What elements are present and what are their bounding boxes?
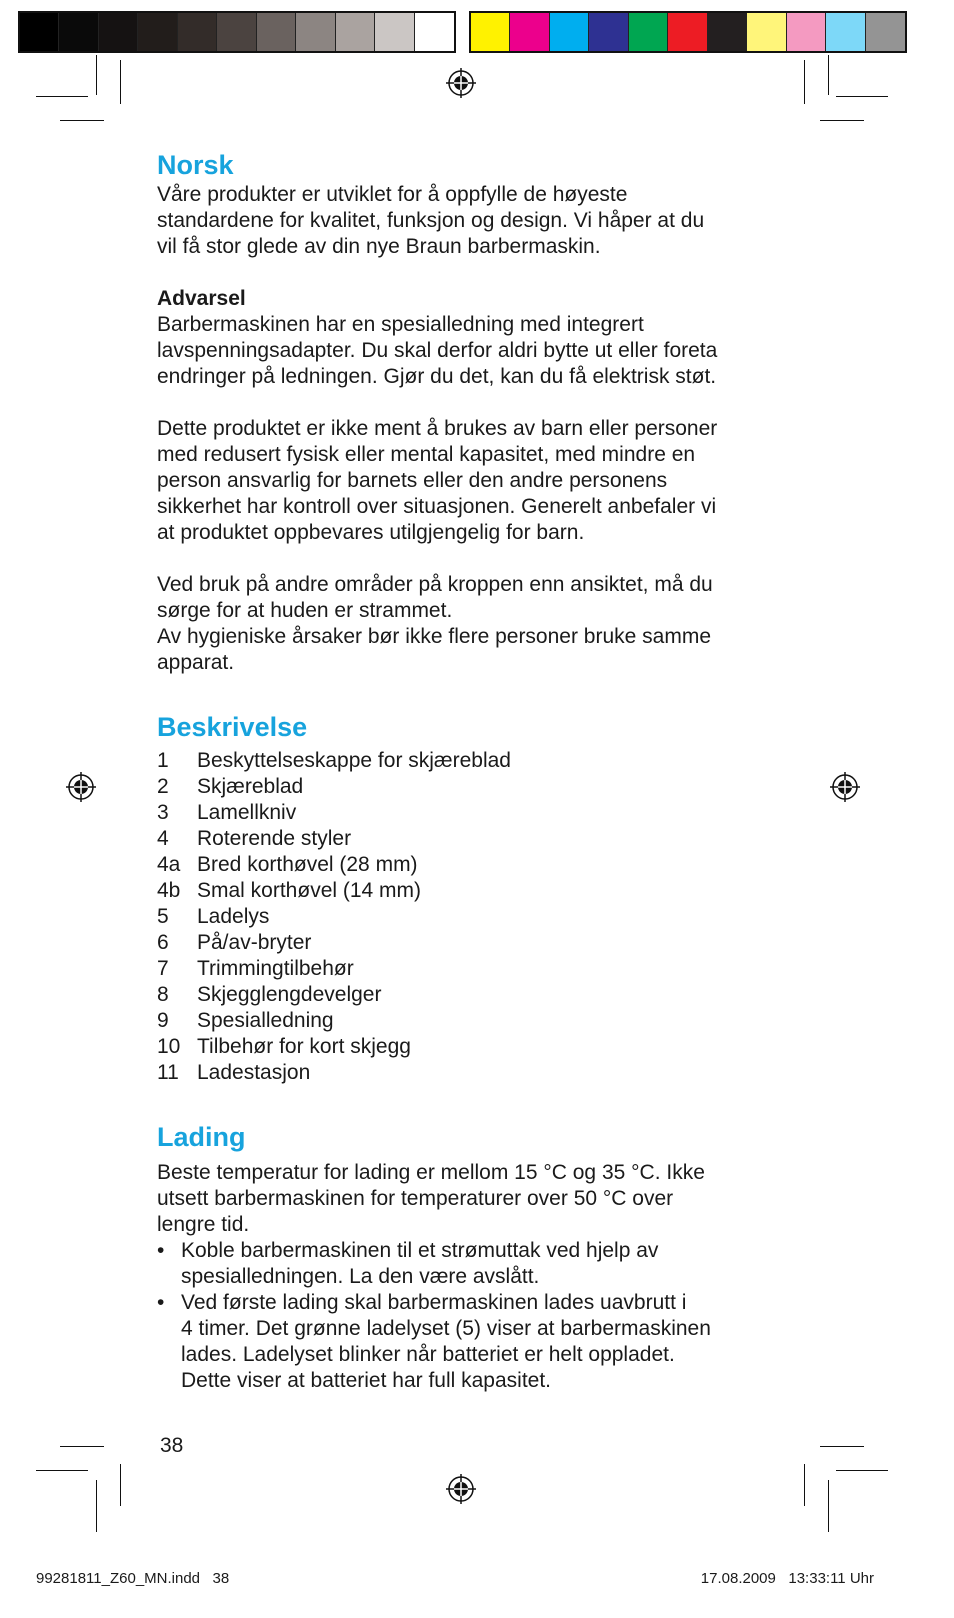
list-item: [157, 956, 797, 982]
process-swatch: [747, 13, 786, 51]
text-line: person ansvarlig for barnets eller den andre personens: [157, 469, 668, 492]
text-line: apparat.: [157, 651, 235, 674]
crop-mark: [96, 55, 97, 95]
grayscale-color-bar: [18, 11, 456, 53]
crop-mark: [828, 1480, 829, 1532]
crop-mark: [60, 1446, 104, 1447]
text-line: vil få stor glede av din nye Braun barbermaskin.: [157, 235, 601, 258]
norsk-intro: [157, 182, 797, 260]
item-label: På/av-bryter: [197, 931, 312, 954]
footer-filename: 99281811_Z60_MN.indd 38: [36, 1570, 230, 1587]
item-label: Trimmingtilbehør: [197, 957, 354, 980]
item-number: 4a: [157, 853, 181, 876]
bullet-icon: •: [157, 1291, 165, 1314]
gray-swatch: [99, 13, 138, 51]
crop-mark: [120, 1464, 121, 1506]
gray-swatch: [415, 13, 454, 51]
process-swatch: [589, 13, 628, 51]
list-item: [157, 1034, 797, 1060]
crop-mark: [60, 120, 104, 121]
crop-mark: [804, 60, 805, 104]
registration-mark-icon: [446, 68, 476, 98]
list-item: [157, 748, 797, 774]
gray-swatch: [59, 13, 98, 51]
item-number: 4b: [157, 879, 181, 902]
item-label: Bred korthøvel (28 mm): [197, 853, 418, 876]
warning-text: [157, 312, 797, 390]
text-line: Av hygieniske årsaker bør ikke flere personer bruke samme: [157, 625, 712, 648]
page-content: [157, 148, 797, 1394]
text-line: 4 timer. Det grønne ladelyset (5) viser at barbermaskinen: [181, 1317, 711, 1340]
list-item: [157, 930, 797, 956]
parts-list: [157, 748, 797, 1086]
text-line: lades. Ladelyset blinker når batteriet er helt oppladet.: [181, 1343, 675, 1366]
text-line: Ved første lading skal barbermaskinen lades uavbrutt i: [181, 1291, 687, 1314]
registration-mark-icon: [830, 772, 860, 802]
text-line: lavspenningsadapter. Du skal derfor aldri bytte ut eller foreta: [157, 339, 718, 362]
item-number: 11: [157, 1061, 179, 1084]
item-label: Roterende styler: [197, 827, 352, 850]
text-line: Ved bruk på andre områder på kroppen enn ansiktet, må du: [157, 573, 713, 596]
process-swatch: [471, 13, 510, 51]
list-item: [157, 1290, 797, 1394]
text-line: Koble barbermaskinen til et strømuttak ved hjelp av: [181, 1239, 659, 1262]
warning-title: Advarsel: [157, 287, 246, 310]
item-number: 4: [157, 827, 169, 850]
item-label: Tilbehør for kort skjegg: [197, 1035, 411, 1058]
process-color-bar: [469, 11, 907, 53]
item-number: 7: [157, 957, 169, 980]
crop-mark: [820, 120, 864, 121]
text-line: utsett barbermaskinen for temperaturer over 50 °C over: [157, 1187, 674, 1210]
gray-swatch: [138, 13, 177, 51]
crop-mark: [36, 1470, 88, 1471]
list-item: [157, 1238, 797, 1290]
item-number: 3: [157, 801, 169, 824]
gray-swatch: [20, 13, 59, 51]
text-line: Våre produkter er utviklet for å oppfylle de høyeste: [157, 183, 628, 206]
process-swatch: [510, 13, 549, 51]
text-line: sikkerhet har kontroll over situasjonen. Generelt anbefaler vi: [157, 495, 717, 518]
list-item: [157, 1008, 797, 1034]
crop-mark: [804, 1464, 805, 1506]
crop-mark: [836, 96, 888, 97]
gray-swatch: [375, 13, 414, 51]
text-line: sørge for at huden er strammet.: [157, 599, 453, 622]
gray-swatch: [336, 13, 375, 51]
children-notice: [157, 416, 797, 546]
section-heading-lading: Lading: [157, 1122, 246, 1152]
text-line: lengre tid.: [157, 1213, 250, 1236]
process-swatch: [866, 13, 905, 51]
list-item: [157, 852, 797, 878]
usage-notice: [157, 572, 797, 676]
text-line: Dette produktet er ikke ment å brukes av barn eller personer: [157, 417, 718, 440]
item-label: Spesialledning: [197, 1009, 334, 1032]
crop-mark: [828, 55, 829, 95]
list-item: [157, 1060, 797, 1086]
item-label: Beskyttelseskappe for skjæreblad: [197, 749, 511, 772]
process-swatch: [668, 13, 707, 51]
section-heading-beskrivelse: Beskrivelse: [157, 712, 308, 742]
text-line: med redusert fysisk eller mental kapasitet, med mindre en: [157, 443, 696, 466]
list-item: [157, 904, 797, 930]
crop-mark: [120, 60, 121, 104]
text-line: Beste temperatur for lading er mellom 15 °C og 35 °C. Ikke: [157, 1161, 705, 1184]
item-number: 2: [157, 775, 169, 798]
text-line: Barbermaskinen har en spesialledning med integrert: [157, 313, 644, 336]
list-item: [157, 826, 797, 852]
bullet-icon: •: [157, 1239, 165, 1262]
list-item: [157, 774, 797, 800]
item-label: Smal korthøvel (14 mm): [197, 879, 422, 902]
item-label: Skjæreblad: [197, 775, 304, 798]
item-number: 6: [157, 931, 169, 954]
process-swatch: [550, 13, 589, 51]
text-line: endringer på ledningen. Gjør du det, kan du få elektrisk støt.: [157, 365, 717, 388]
text-line: standardene for kvalitet, funksjon og design. Vi håper at du: [157, 209, 705, 232]
item-label: Skjegglengdevelger: [197, 983, 382, 1006]
page-number: 38: [160, 1434, 184, 1457]
gray-swatch: [296, 13, 335, 51]
text-line: at produktet oppbevares utilgjengelig for barn.: [157, 521, 585, 544]
gray-swatch: [178, 13, 217, 51]
registration-mark-icon: [446, 1474, 476, 1504]
item-label: Ladestasjon: [197, 1061, 311, 1084]
crop-mark: [36, 96, 88, 97]
process-swatch: [629, 13, 668, 51]
item-number: 8: [157, 983, 169, 1006]
item-number: 10: [157, 1035, 181, 1058]
process-swatch: [787, 13, 826, 51]
item-label: Lamellkniv: [197, 801, 297, 824]
gray-swatch: [217, 13, 256, 51]
item-number: 1: [157, 749, 169, 772]
registration-mark-icon: [66, 772, 96, 802]
crop-mark: [820, 1446, 864, 1447]
footer-timestamp: 17.08.2009 13:33:11 Uhr: [700, 1570, 874, 1587]
text-line: Dette viser at batteriet har full kapasitet.: [181, 1369, 552, 1392]
crop-mark: [96, 1480, 97, 1532]
section-heading-norsk: Norsk: [157, 150, 234, 180]
item-number: 5: [157, 905, 169, 928]
lading-intro: [157, 1160, 797, 1238]
list-item: [157, 878, 797, 904]
item-number: 9: [157, 1009, 169, 1032]
process-swatch: [708, 13, 747, 51]
list-item: [157, 800, 797, 826]
text-line: spesialledningen. La den være avslått.: [181, 1265, 540, 1288]
list-item: [157, 982, 797, 1008]
process-swatch: [826, 13, 865, 51]
lading-steps: [157, 1238, 797, 1394]
item-label: Ladelys: [197, 905, 270, 928]
gray-swatch: [257, 13, 296, 51]
crop-mark: [836, 1470, 888, 1471]
